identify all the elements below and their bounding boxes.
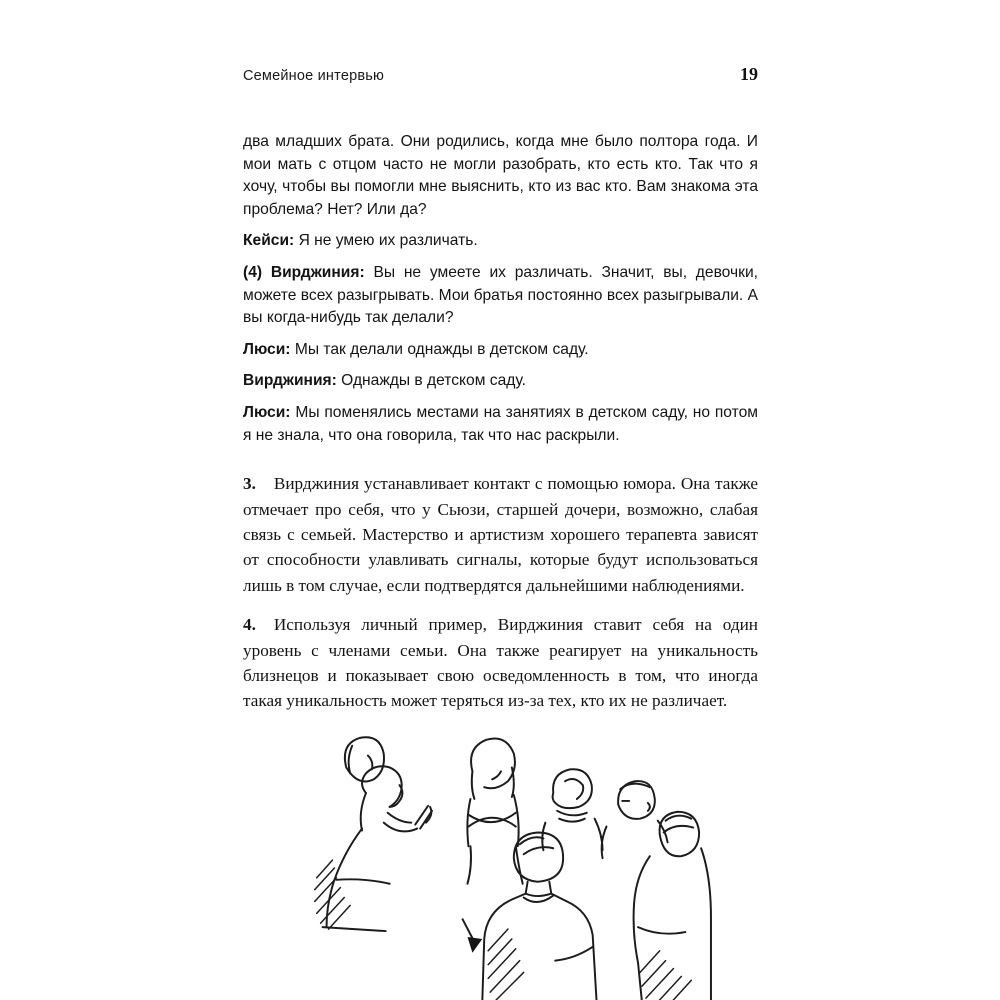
figure-left-woman: [322, 766, 431, 931]
running-title: Семейное интервью: [243, 68, 385, 84]
dialogue-text: Мы так делали однажды в детском саду.: [294, 340, 589, 358]
speaker-label: (4) Вирджиния:: [243, 263, 365, 281]
down-arrow-icon: [462, 919, 482, 953]
figure-child-hooded: [542, 769, 602, 850]
dialogue-text: Мы поменялись местами на занятиях в детском саду, но потом я не знала, что она говорила, так что нас раскрыли.: [243, 403, 758, 444]
page-number: 19: [740, 64, 758, 84]
hatching-foreground: [488, 929, 523, 1000]
speaker-label: Кейси:: [243, 232, 295, 250]
dialogue-paragraph: [243, 230, 758, 253]
dialogue-paragraph: [243, 370, 758, 393]
hatching-left: [314, 860, 349, 929]
family-therapy-group-sketch-illustration: [289, 728, 713, 1000]
note-number: 4.: [243, 615, 256, 635]
speaker-label: Вирджиния:: [243, 372, 337, 390]
dialogue-paragraph: [243, 262, 758, 330]
dialogue-text: Однажды в детском саду.: [341, 372, 526, 390]
dialogue-text: Я не умею их различать.: [298, 232, 478, 250]
dialogue-paragraph: [243, 339, 758, 362]
note-number: 3.: [243, 474, 256, 494]
speaker-label: Люси:: [243, 340, 291, 358]
note-text: Вирджиния устанавливает контакт с помощью юмора. Она также отмечает про себя, что у Сьюзи, старшей дочери, возможно, слабая связь с семьей. Мастерство и артистизм хорошего терапевта зависят от способности улавливать сигналы, которые будут использоваться лишь в том случае, если подтвердятся дальнейшими наблюдениями.: [243, 474, 758, 595]
figure-far-right-man-back: [633, 812, 710, 1000]
figure-right-man: [601, 781, 667, 858]
continuation-paragraph: два младших брата. Они родились, когда мне было полтора года. И мои мать с отцом часто не могли разобрать, кто есть кто. Так что я хочу, чтобы вы помогли мне выяснить, кто из вас кто. Вам знакома эта проблема? Нет? Или да?: [243, 133, 758, 218]
page-content: [243, 131, 758, 1000]
dialogue-text: Вы не умеете их различать. Значит, вы, девочки, можете всех разыгрывать. Мои братья постоянно всех разыгрывали. А вы когда-нибудь так делали?: [243, 263, 758, 327]
notes-block: [243, 471, 758, 714]
note-paragraph: [243, 471, 758, 598]
figure-foreground-man-back: [482, 832, 596, 1000]
illustration-figure: [243, 728, 758, 1000]
note-text: Используя личный пример, Вирджиния ставит себя на один уровень с членами семьи. Она также реагирует на уникальность близнецов и показывает свою осведомленность в том, что иногда такая уникальность может теряться из-за тех, кто их не различает.: [243, 615, 758, 711]
note-paragraph: [243, 612, 758, 714]
page-header: [243, 64, 758, 85]
hatching-right: [639, 951, 690, 1000]
speaker-label: Люси:: [243, 403, 291, 421]
dialogue-paragraph: [243, 402, 758, 447]
